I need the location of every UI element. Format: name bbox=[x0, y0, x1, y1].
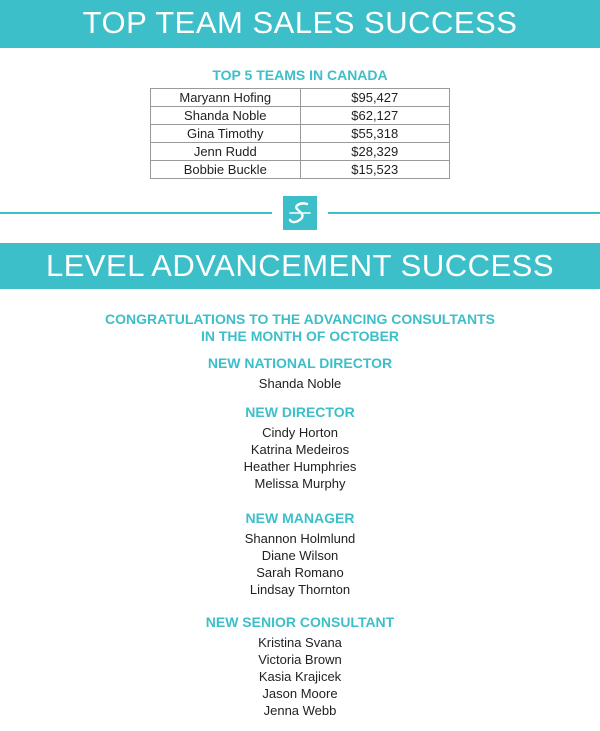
list-item: Shanda Noble bbox=[258, 376, 342, 391]
list-item: Kasia Krajicek bbox=[258, 669, 342, 684]
list-item: Jenna Webb bbox=[263, 703, 337, 718]
top-teams-table bbox=[150, 88, 450, 179]
team-name-cell: Jenn Rudd bbox=[151, 143, 301, 161]
top-team-sales-banner: TOP TEAM SALES SUCCESS bbox=[0, 0, 600, 48]
team-name-cell: Gina Timothy bbox=[151, 125, 301, 143]
section-divider-right bbox=[328, 212, 600, 214]
level-advancement-banner: LEVEL ADVANCEMENT SUCCESS bbox=[0, 243, 600, 289]
congratulations-line-2: IN THE MONTH OF OCTOBER bbox=[200, 328, 400, 344]
list-item: Cindy Horton bbox=[262, 425, 338, 440]
list-item: Victoria Brown bbox=[258, 652, 342, 667]
group-title: NEW DIRECTOR bbox=[245, 404, 355, 420]
group-new-manager bbox=[0, 510, 600, 598]
top-teams-heading: TOP 5 TEAMS IN CANADA bbox=[212, 67, 388, 83]
section-divider-left bbox=[0, 212, 272, 214]
group-title: NEW NATIONAL DIRECTOR bbox=[207, 355, 393, 371]
group-title: NEW SENIOR CONSULTANT bbox=[205, 614, 395, 630]
stylized-s-logo-icon bbox=[283, 196, 317, 230]
team-sales-cell: $15,523 bbox=[300, 161, 449, 179]
group-new-director bbox=[0, 404, 600, 492]
team-name-cell: Bobbie Buckle bbox=[151, 161, 301, 179]
list-item: Kristina Svana bbox=[258, 635, 342, 650]
congratulations-heading bbox=[0, 311, 600, 345]
group-title: NEW MANAGER bbox=[245, 510, 355, 526]
list-item: Diane Wilson bbox=[261, 548, 339, 563]
team-name-cell: Maryann Hofing bbox=[151, 89, 301, 107]
list-item: Lindsay Thornton bbox=[249, 582, 351, 597]
group-new-national-director bbox=[0, 355, 600, 392]
table-row bbox=[151, 161, 450, 179]
table-row bbox=[151, 125, 450, 143]
list-item: Shannon Holmlund bbox=[244, 531, 356, 546]
team-name-cell: Shanda Noble bbox=[151, 107, 301, 125]
list-item: Sarah Romano bbox=[256, 565, 344, 580]
congratulations-line-1: CONGRATULATIONS TO THE ADVANCING CONSULTANTS bbox=[105, 311, 495, 327]
team-sales-cell: $28,329 bbox=[300, 143, 449, 161]
team-sales-cell: $62,127 bbox=[300, 107, 449, 125]
list-item: Melissa Murphy bbox=[254, 476, 346, 491]
table-row bbox=[151, 143, 450, 161]
list-item: Heather Humphries bbox=[243, 459, 357, 474]
list-item: Jason Moore bbox=[262, 686, 338, 701]
table-row bbox=[151, 89, 450, 107]
list-item: Katrina Medeiros bbox=[250, 442, 350, 457]
table-row bbox=[151, 107, 450, 125]
group-new-senior-consultant bbox=[0, 614, 600, 719]
team-sales-cell: $95,427 bbox=[300, 89, 449, 107]
team-sales-cell: $55,318 bbox=[300, 125, 449, 143]
